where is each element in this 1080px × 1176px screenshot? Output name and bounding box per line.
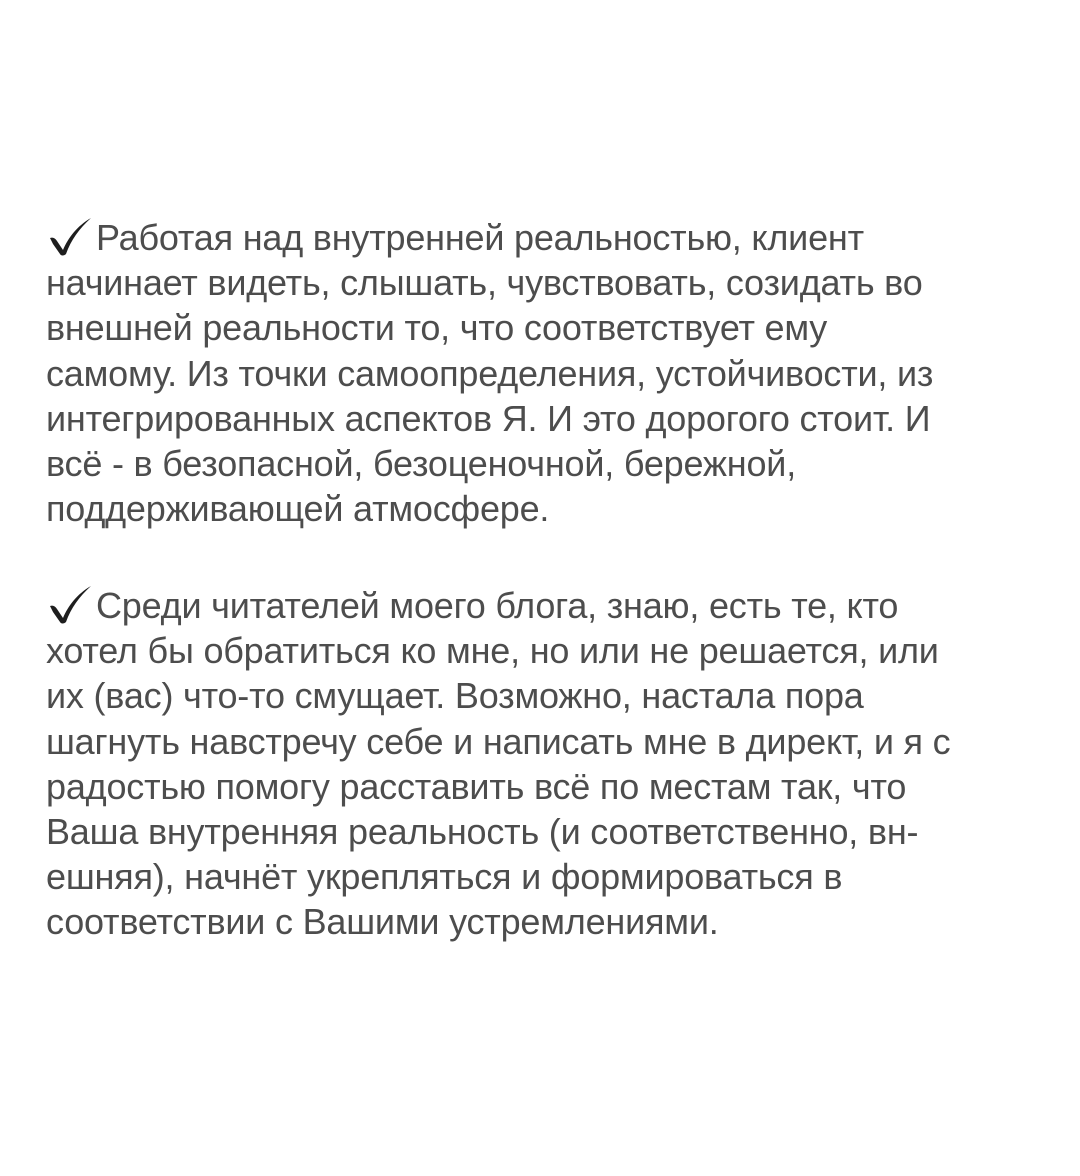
paragraph-2-line-6: Ваша внутренняя реальность (и соответственно, вн- <box>46 810 919 852</box>
paragraph-2-line-8: соответствии с Вашими устремлениями. <box>46 901 719 943</box>
paragraph-2-text-1: Среди читателей моего блога, знаю, есть те, кто <box>96 585 899 626</box>
paragraph-2-line-2: хотел бы обратиться ко мне, но или не решается, или <box>46 630 939 672</box>
paragraph-2 <box>46 583 1046 945</box>
paragraph-1-line-4: самому. Из точки самоопределения, устойчивости, из <box>46 352 934 394</box>
paragraph-2-line-3: их (вас) что-то смущает. Возможно, настала пора <box>46 675 864 717</box>
paragraph-2-line-7: ешняя), начнёт укрепляться и формироваться в <box>46 856 843 898</box>
paragraph-1-line-7: поддерживающей атмосфере. <box>46 488 550 530</box>
paragraph-2-line-4: шагнуть навстречу себе и написать мне в директ, и я с <box>46 720 951 762</box>
paragraph-1-line-6: всё - в безопасной, безоценочной, бережной, <box>46 442 797 484</box>
paragraph-1-line-1 <box>46 215 1046 260</box>
paragraph-1-text-1: Работая над внутренней реальностью, клиент <box>96 217 864 258</box>
paragraph-2-line-1 <box>46 583 1046 628</box>
checkmark-icon <box>46 216 94 256</box>
paragraph-1-line-3: внешней реальности то, что соответствует ему <box>46 307 828 349</box>
paragraph-1-line-5: интегрированных аспектов Я. И это дорогого стоит. И <box>46 397 931 439</box>
paragraph-1 <box>46 215 1046 531</box>
checkmark-icon <box>46 584 94 624</box>
paragraph-1-line-2: начинает видеть, слышать, чувствовать, созидать во <box>46 262 923 304</box>
paragraph-2-line-5: радостью помогу расставить всё по местам так, что <box>46 765 907 807</box>
